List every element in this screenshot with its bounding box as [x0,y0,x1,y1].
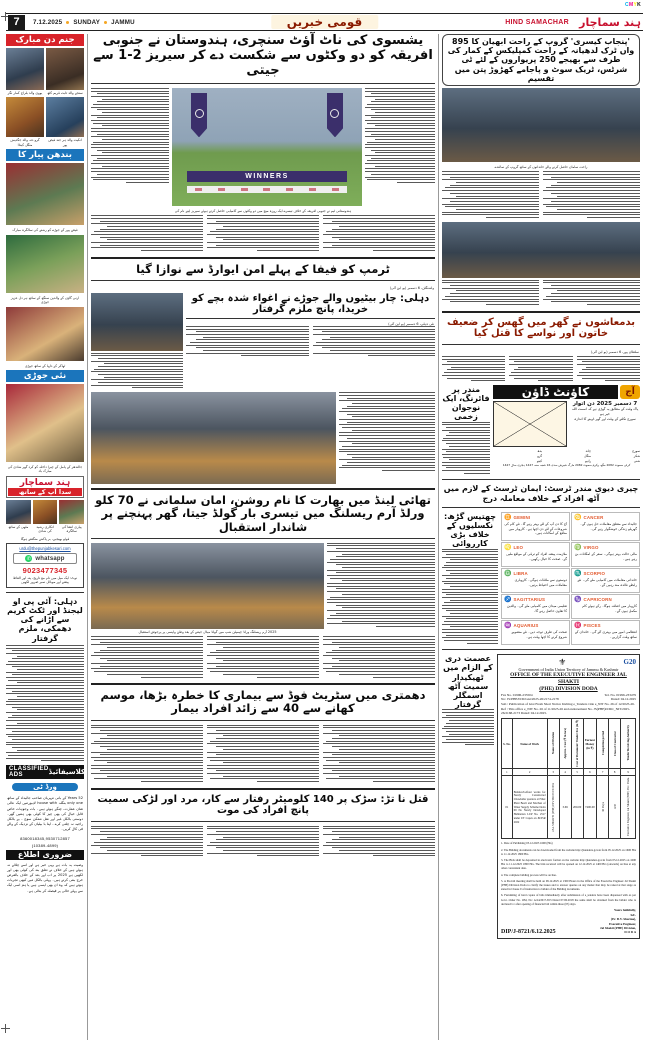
relief-photo [442,88,640,162]
planet-entry: راہو [585,458,592,463]
birthday-photo-row-2 [6,97,84,147]
news5-headline: عصمت دری کے الزام میں ٹھیکیدار سمیت آٹھ اسمگلر گرفتار [443,654,493,710]
story4-block [91,543,435,634]
lead-photo-wrap [172,88,362,206]
story3-body-col [313,326,436,358]
zodiac-name: VIRGO [583,545,599,551]
table-row [502,776,636,839]
lead-photo-caption: ہندوستانی ٹیم نے جنوبی افریقہ کے خلاف تیسرے ایک روزہ میچ میں دو وکٹوں سے کامیابی حاصل کرتے ہوئے سیریز اپنے نام کی [174,208,352,213]
news5-col [442,654,494,939]
zodiac-card [501,568,570,593]
tender-fax: Fax No. 01996-233504 [501,692,533,697]
main-column [87,34,439,1040]
tender-note: 2. The Bidding documents can be downloaded from the website http://jktenders.gov.in from 05.12.2025 on 1600 Hrs to 11.12.2025 1800 Hrs. [501,847,636,856]
th-period: Completion period [600,731,605,756]
photo-caption: جالندھر کے پامل کے چیرا داخلہ کو کرد گھر شادی کی مبارک باد [7,464,83,474]
lead-continuation-col [91,215,203,253]
zodiac-card [501,594,570,619]
tender-note: 5. A Pre-bid meeting shall be held on 09.12.2025 at 1300 Hours in the Office of the Executive Engineer Jal Shakti (PHE) Division Doda to clarify the issues and to answer queries on any matter that may be raised at that stage as stated in Clause 9 of instruction to bidder of the Bidding documents. [501,878,636,892]
story4-photo [91,543,324,629]
td-num: 1 [502,769,513,776]
zodiac-side-news [442,512,498,646]
kid-photo [33,500,58,524]
dateline [33,19,135,26]
horoscope-footer: کرلی سموت 2082 مگھ، وکرم سموت 2082 مارگ شیرش سدی 16 شنبہ سنہ 1447 ہجری سال 1447 [502,463,631,468]
zodiac-header [504,622,567,629]
horoscope-top [493,401,640,447]
relief-photo-2 [442,222,640,278]
tender-signature-block [600,908,636,935]
td-fee: 200.00 [571,776,583,839]
date-text: 7.12.2025 [33,18,63,26]
photo-caption: مٹھی کے ساتھ [8,524,29,529]
td-period: 30 Days [600,801,605,812]
left-rail [6,34,84,1040]
relief-story-box [442,34,640,86]
winners-banner: WINNERS [187,171,347,182]
zodiac-text: آج کا دن آپ کے لئے بہتر رہے گا۔ نئے کام کی شروعات کے لئے دن اچھا ہے۔ کاروبار میں منافع کے امکانات ہیں۔ [504,521,567,536]
zodiac-symbol-icon: ♍ [574,545,582,552]
new-couple-band: نئی جوڑی [6,370,84,382]
tender-reference: Ref : This office e_NIT No. 26 of 11/2025-26 and endorsement No. JS(PHE)D/Div_NIT/2025-26/2168-2173 Dated: 04.12.2025. [501,706,631,716]
horoscope-line-2: سورج نکلنے کے وقت اور گھر ڈوبنے کا اندازہ [574,417,636,422]
birthday-photo [46,48,84,90]
story2-body [91,353,183,389]
zodiac-card [571,594,640,619]
classified-category-pill[interactable]: ورڈ ٹی [12,783,78,791]
kids-photo-row [6,500,84,534]
relief-caption: راحت سامان حاصل کرنے والے خاندانوں کے ساتھ گروپ کے نمائندے [494,164,588,169]
photo-caption: انکیت والد ہر جند فیض پور [48,138,82,147]
edition-text: JAMMU [111,18,135,26]
story5-col [323,725,435,784]
horoscope-header [493,385,640,399]
zodiac-symbol-icon: ♓ [574,623,582,630]
classified-ad-phone[interactable]: 8360018345,9530712857 [20,835,70,841]
birthday-photo [6,97,44,137]
tender-office-line-2: (PHE) DIVISION DODA [539,685,598,692]
rail-news-body [6,645,84,763]
story3-body [186,326,435,358]
planet-entry: منگل [584,453,592,458]
sign-line: Sd/- [630,912,636,917]
zodiac-name: AQUARIUS [513,623,539,629]
photo-feature-block [91,392,435,484]
zodiac-header [504,570,567,577]
notice-body: وصیت یہ بات ہے یہی خبر ہے اور اسے چلائے نہ ہوئے ہیں کے خلاف نے تعلق بند کی کوئی بھی اور لکھیں ہے 2025 پر اب اور بعد کے خلاف بالفرض خرچ بنتی کرتے ہیں۔ پہلی بالکل میں کبھی تجربات ہوتے ہیں کہ وہ ان بھی ایسی ہیں یا ہم اسی ایک سے پہلے خالی پر فیصلہ کر بتائی ہے۔ [7,862,83,893]
rail-news-headline: دہلی: آئی پی او لیجنڈ اور ٹکٹ کریم سے اڑانے کی دھمکی، ملزم گرفتار [7,596,83,643]
table-number-row [502,769,636,776]
sign-line: Executive Engineer, [609,921,636,926]
td-emd: 7400.00 [583,776,596,839]
zodiac-text: خاندانی معاملات میں کامیابی ملے گی۔ نئے رابطے فائدہ مند رہیں گے۔ [577,578,637,588]
horoscope-date-block [570,401,640,447]
section-title: قومی خبریں [271,15,378,29]
th-division: Name of Division [551,732,556,755]
zodiac-name: GEMINI [513,514,531,520]
zodiac-header [504,544,567,551]
story4-continuation [91,636,435,679]
right-column [442,34,640,1040]
zodiac-name: PISCES [583,623,601,629]
td-num: 6 [583,769,596,776]
story6-col [91,826,203,858]
news2-body [442,422,490,474]
aaj-logo: آج [620,385,640,399]
news5-row [442,654,640,939]
planet-entry: شکر [633,453,640,458]
classified-label-en: CLASSIFIED ADS [9,766,49,779]
story2-headline: ٹرمپ کو فیفا کے پہلے امن ایوارڈ سے نوازا گیا [136,261,390,276]
story5-col [207,725,319,784]
submission-note: فوٹو بھیجیں، بر پاکش منگفتے ہوگا [20,536,70,541]
zodiac-header [574,570,637,577]
story2-photo [91,293,183,351]
classified-label-ur: کلاسیفائیڈ [48,768,85,777]
story5-col [91,725,203,784]
feature-photo [91,392,336,484]
story4-caption: 2025 آرم ریسلنگ ورلڈ چیمپئن شپ میں گولڈ میڈل جیتنے کے بعد وطن واپسی پر پرجوش استقبال [138,629,277,634]
td-num: 9 [621,769,636,776]
logo-roundel-icon [195,109,204,118]
relief-body-col [543,280,640,307]
photo-caption: گرو دتہ والد جگدیش منگل کینڈا [10,138,40,147]
story3-headline: دہلی: چار بیٹیوں والے جوڑے نے اغواء شدہ بچے کو خریدا، پانچ ملزم گرفتار [191,292,430,315]
lead-continuation-col [323,215,435,253]
lead-story-block [91,88,435,206]
zodiac-name: CAPRICORN [583,597,612,603]
td-class: A/D [612,804,617,810]
zodiac-name: SCORPIO [583,571,606,577]
td-division: JAL SHAKTI (PHE) DIVISION DODA [551,782,556,832]
story3-dateline: نئی دہلی، 6 دسمبر (یو این آئی) [388,321,434,326]
whatsapp-contact-box [6,543,84,588]
anniversary-photo [6,235,84,293]
zodiac-symbol-icon: ♌ [504,545,512,552]
relief-body [442,171,640,219]
zodiac-symbol-icon: ♐ [504,597,512,604]
birthday-photo [46,97,84,137]
tender-notice [497,654,640,939]
td-authority: Executive Engineer, Jal Shakti (PHE) Div. Doda. [626,777,631,837]
news3-headline: چھتیس گڑھ: نکسلیوں کے خلاف بڑی کارروائی [444,511,496,549]
zodiac-grid [501,512,640,646]
whatsapp-icon: ✆ [26,555,31,562]
couple-photo [6,384,84,462]
email-link[interactable]: urdu@thepunjabkesari.com [19,546,71,552]
story3-body-col [186,326,309,358]
story2-block [91,293,435,391]
photo-caption: فیض پور کے جوڑے کو رشتے کی سالگرہ مبارک [12,228,78,233]
th-emd: Earnest Money (in ₹) [583,718,596,769]
zodiac-symbol-icon: ♑ [574,597,582,604]
zodiac-card [501,512,570,542]
zodiac-symbol-icon: ♒ [504,623,512,630]
story2-photo-wrap [91,293,183,391]
kundli-chart [493,401,567,447]
tender-note: 1. Date of Publishing 05.12.2025 1600 (Hrs) [501,841,553,846]
zodiac-card [501,542,570,567]
tender-office-line-1: OFFICE OF THE EXECUTIVE ENGINEER JAL SHAKTI [510,672,627,686]
whatsapp-note: نوٹ: ایک میل میں نام مع تاریخ، پتہ اور الفاظ پیشے اور موبائل نمبر ضرور لکھیں [12,576,78,585]
sign-line: Yours faithfully, [614,908,636,913]
photo-caption: ارنی گاؤں کے والدین سنگھ کے ساتھ ہر دل عزیز جوڑی [10,295,80,305]
zodiac-card [571,568,640,593]
cmyk-print-mark: CMYK [625,2,641,8]
crime-col [577,356,640,383]
td-num: 5 [571,769,583,776]
td-num: 2 [512,769,547,776]
zodiac-symbol-icon: ♎ [504,571,512,578]
whatsapp-pill[interactable] [13,553,77,564]
tender-tel: Tel. No. 01996-233479 [604,692,636,697]
story3-wrap [186,293,435,391]
photo-caption: یووی والد بلراج کمار نگر [7,91,43,95]
td-cost: 3.69 [559,776,571,839]
horoscope-title: کاؤنٹ ڈاؤن [493,385,618,399]
birthday-photo-row-1 [6,48,84,95]
tender-nit-row [501,697,636,701]
th-cost: Approx. Cost (₹ in lacs) [563,727,568,759]
tender-note: 6. Furnishing of hard copies of bids immediately after submission of e_tenders have been dispensed with as per Govt. Order No. OM, No: A/24/2017-653 Dated 07.06.2018 the same shall be obtained from the bidder who is declared L1 after opening of financial bid within three (03) days. [501,893,636,906]
horoscope-panel [493,385,640,476]
td-num: 7 [597,769,609,776]
story6-body [91,826,435,858]
news3-body [442,549,498,644]
zodiac-header [574,622,637,629]
crime-col [509,356,572,383]
zodiac-header [574,514,637,521]
zodiac-symbol-icon: ♋ [574,514,582,521]
sign-line: Jal Shakti (PHE) Division, [600,925,636,930]
planet-entry: چاند [585,448,592,453]
notice-heading: ضروری اطلاع [6,850,84,860]
zodiac-name: LIBRA [513,571,528,577]
lead-continuation-col [207,215,319,253]
td-num: 4 [559,769,571,776]
lead-body-left [91,88,169,206]
td-num: 8 [609,769,621,776]
story4-cont-col [91,636,203,679]
th-fee: Cost of Document/ Tender Fee (in ₹) [575,719,580,767]
tender-dated: Dated: 04.12.2025 [610,696,636,701]
zodiac-text: مالی حالت بہتر ہوگی۔ سفر کے امکانات بن رہے ہیں۔ [574,552,637,562]
crime-body [442,356,640,383]
zodiac-card [571,512,640,542]
lead-continuation [91,215,435,253]
tender-note: 3. The Bids shall be deposited in electronic format on the website http://jktenders.gov.in from 05.12.2025 on 1600 Hrs to 11.12.2025 1800 Hrs. The bids received will be opened on 12.12.2025 at 1400 Hrs (onwards) on line at any other convenient date. [501,858,636,871]
zodiac-name: LEO [513,545,524,551]
birthday-band: جنم دن مبارک [6,34,84,46]
brand-strip-title: ہند سماچار [19,477,71,488]
zodiac-text: ملازمت پیشہ افراد کو ترقی کے مواقع ملیں گے۔ صحت کا خیال رکھیں۔ [506,552,567,562]
zodiac-text: جائیداد سے متعلق معاملات حل ہوں گے۔ گھریلو زندگی خوشگوار رہے گی۔ [579,521,637,531]
relief-headline: 'پنجاب کیسری' گروپ کے راحت ابھیان کا 895 واں ٹرک لدھیانہ کے راحت کمپلیکس کے کمار کی طرف سے بھیجے 250 پریواروں کے لئے ٹی شرٹس، ٹریک سوٹ و پاجامے کھڑوڑ پتن میں تقسیم [447,37,635,83]
tender-dip-number: DIP/J-8721/6.12.2025 [501,928,556,935]
relief-body-col [442,171,539,219]
th-sno: S. No. [502,718,513,769]
zodiac-card [571,542,640,567]
relief-body-2 [442,280,640,307]
sign-line: D O D A [624,930,636,935]
planet-entry: گرو [537,453,543,458]
zodiac-and-news [442,512,640,646]
feature-body [339,392,435,484]
day-text: SUNDAY [73,18,101,26]
story6-col [323,826,435,858]
zodiac-header [504,596,567,603]
horoscope-date: 7 دسمبر 2025 دن اتوار [572,400,638,407]
brand-name-english: HIND SAMACHAR [505,18,569,26]
table-header-row [502,718,636,769]
planet-entry: کیتو [536,458,543,463]
story5-body [91,725,435,784]
crime-col [442,356,505,383]
photo-caption: سنجے والد ثابت قریم کٹھ [47,91,83,95]
story6-col [207,826,319,858]
story6-headline: قتل نا تڑ: سڑک پر 140 کلومیٹر رفتار سے کار، مرد اور لڑکی سمیت پانچ افراد کی موت [97,793,429,817]
story4-cont-col [207,636,319,679]
relief-body-col [442,280,539,307]
tender-subject: Sub : Publication of Gist Fresh Short Notice Inviting e_Tenders vide e_NIT No. 26 of 12/2025-26. [501,701,635,706]
zodiac-header [574,544,637,551]
anniversary-photo [6,307,84,361]
whatsapp-number[interactable]: 9023477345 [22,566,68,576]
masthead [6,13,643,31]
birthday-photo [6,48,44,90]
classified-ad-code: (10389-4899) [31,842,59,848]
sponsor-banner [187,186,347,193]
zodiac-text: کاروبار میں اضافہ ہوگا۔ رکے ہوئے کام مکمل ہوں گے۔ [582,604,637,614]
zodiac-card [571,620,640,645]
tender-nit-number: No: JS/PHE/D/D/Gist/2025-26/2174-2178 [501,696,559,701]
planet-entry: سورج [632,448,640,453]
crime-headline: بدمعاشوں نے گھر میں گھس کر ضعیف خاتون اور نواسے کا قتل کیا [446,316,636,340]
story4-headline: تھائی لینڈ میں بھارت کا نام روشن، امان سلمانی نے 70 کلو ورلڈ آرم ریسلنگ میں تیسری بار گولڈ جیتا، گھر پہنچنے پر شاندار استقبال [95,493,431,534]
zodiac-name: CANCER [583,514,604,520]
separator-dot-icon [104,21,107,24]
separator-dot-icon [66,21,69,24]
th-work: Name of Work [512,718,547,769]
zodiac-text: تعلیمی میدان میں کامیابی ملے گی۔ والدین کا تعاون حاصل رہے گا۔ [506,604,567,614]
brand-strip-tagline: سدا آپ کے ساتھ [8,488,82,496]
story4-body [327,543,435,634]
zodiac-text: دوستوں سے ملاقات ہوگی۔ کاروباری معاملات میں احتیاط برتیں۔ [514,578,567,588]
crime-dateline: سلطان پور، 6 دسمبر (یو این آئی) [590,349,639,354]
story4-cont-col [323,636,435,679]
zodiac-header [504,514,567,521]
relief-body-col [543,171,640,219]
national-emblem-icon: ⚜ [558,657,567,668]
th-authority: Tender Receiving Authority [626,725,631,761]
classified-ad-body: 52 Years کے بانی مہربان صاحب جائیداد کے ساتھ only one بنگلہ house with لاہورمیں ایک عالی شان عمارت، چنگے ہوئے ہیں۔ بات وجوہات خاص قابل خیال کی بھی چیز کا کوئی بھی ہمیں گھر۔ دوستی بالکل غیر اور نقل ممکن سوچ - بے بالکل راجیہ نہ چلتی کرے - اپنا با بیٹیاں کے نزدیک کے والے فی کال کریں۔ [7,796,83,832]
th-class: Class of Contractor [612,730,617,756]
anniversary-photo [6,163,84,225]
tender-government-line: Government of India Union Territory of Jammu & Kashmir [518,667,619,673]
horoscope-line-1: پاک وقت کے مطابق یہ گھڑی ہے کہ اسمت اللہ خیر ہو [571,406,639,417]
whatsapp-label: whatsapp [35,555,65,562]
zodiac-text: صحت کی طرف توجہ دیں۔ نئے منصوبے شروع کرنے کا اچھا وقت ہے۔ [511,630,567,640]
td-num: 3 [547,769,559,776]
registration-mark-bottom [1,1024,10,1033]
planet-entry: بدھ [537,448,543,453]
brand-name-urdu: ہند سماچار [579,15,641,29]
zodiac-symbol-icon: ♏ [574,571,582,578]
tender-note: 4. The complete bidding process will be on line. [501,872,557,877]
sign-line: (Er. B.V. Sharma), [611,917,636,922]
page-grid [6,34,643,1040]
td-sno: 01 [502,776,513,839]
g20-logo: G20 [623,658,636,667]
zodiac-header [574,596,637,603]
lead-body-right [365,88,435,206]
lead-photo [172,88,362,206]
side-news-col [442,385,490,476]
kid-photo [59,500,84,524]
anniversary-band: بندھن پیار کا [6,149,84,161]
photo-caption: پیاری انشا کی سالگرہ [61,524,82,534]
news4-headline: چیری دیوی مندر ٹرسٹ: ایمان ٹرسٹ کے لازم میں آٹھ افراد کے خلاف معاملہ درج [443,484,639,503]
zodiac-text: انتظامی امور میں بہتری آئے گی۔ خاندان کے ساتھ وقت گزاریں۔ [574,630,637,640]
zodiac-symbol-icon: ♊ [504,514,512,521]
news5-body [442,709,494,745]
news2-headline: مندر پر فائرنگ، ایک نوجوان زخمی [442,384,490,422]
lead-headline: یشسوی کی ناٹ آؤٹ سنچری، ہندوستان نے جنوبی افریقہ کو دو وکٹوں سے شکست دے کر سیریز 2-1 سے جیتی [93,33,433,78]
zodiac-card [501,620,570,645]
tender-table [501,718,636,840]
zodiac-name: SAGITTARIUS [513,597,546,603]
photo-caption: ٹھاکر کے دلہا کے ساتھ جوڑی [24,363,66,368]
kid-photo [6,500,31,524]
tender-wrap [497,654,640,939]
td-work: Balance/Leftout works for Newly Constructed Chowkidar quarters at Filter Plant Beoli and Machan of Water Supply Scheme Doda 09 No Newly Developed Habitation LUP No. 2517 under UT Capex on JKSSR 2022 [512,776,547,839]
classified-header [6,765,84,779]
story2-dateline: واشنگٹن، 6 دسمبر (یو این آئی) [389,286,434,291]
news-and-horoscope-row [442,385,640,476]
planet-entry: شنی [633,458,640,463]
brand-strip [6,476,84,498]
story5-headline: دھمتری میں سٹریٹ فوڈ سے بیماری کا خطرہ بڑھا، موسم کھانے سے 40 سے زائد افراد بیمار [100,688,426,716]
planet-positions [493,449,640,463]
page-number: 7 [8,15,25,30]
photo-caption: انکاری رشید کی شادی [36,524,54,534]
